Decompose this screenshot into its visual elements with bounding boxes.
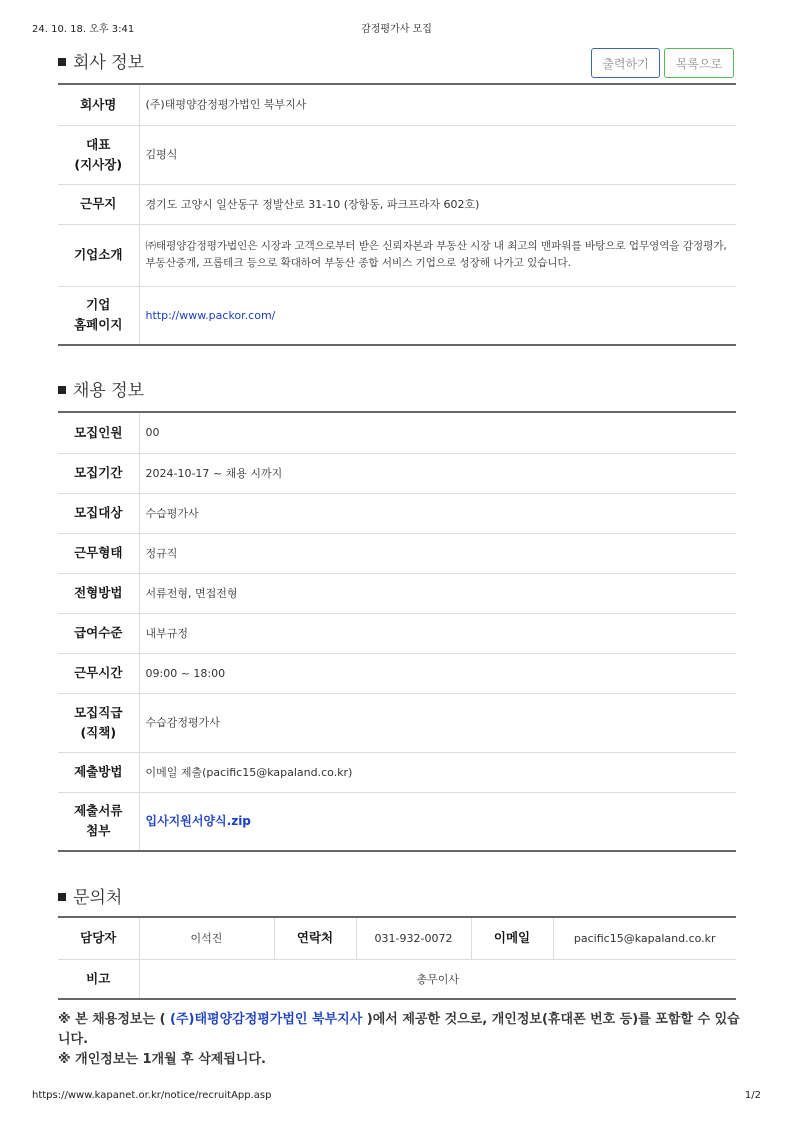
manager-value: 이석진: [139, 917, 274, 959]
print-page-title: 감정평가사 모집: [361, 24, 432, 35]
recruit-info-table: [58, 411, 736, 852]
workplace-label: 근무지: [58, 184, 139, 224]
recruit-section-title: [58, 376, 144, 401]
print-url: https://www.kapanet.or.kr/notice/recruitApp.asp: [32, 1090, 272, 1101]
submission-method-value: 이메일 제출(pacific15@kapaland.co.kr): [139, 752, 736, 792]
table-row: [58, 792, 736, 851]
company-name-value: (주)태평양감정평가법인 북부지사: [139, 84, 736, 125]
privacy-notice: [58, 1010, 748, 1070]
contact-section-title-text: 문의처: [73, 888, 123, 908]
back-to-list-button[interactable]: 목록으로: [664, 48, 734, 78]
company-section-title: [58, 48, 144, 73]
notice-company-name: (주)태평양감정평가법인 북부지사: [170, 1012, 363, 1027]
screening-value: 서류전형, 면접전형: [139, 573, 736, 613]
position-value: 수습감정평가사: [139, 693, 736, 752]
workplace-value: 경기도 고양시 일산동구 정발산로 31-10 (장항동, 파크프라자 602호): [139, 184, 736, 224]
square-bullet-icon: [58, 893, 66, 901]
table-row: [58, 412, 736, 453]
submission-method-label: 제출방법: [58, 752, 139, 792]
period-label: 모집기간: [58, 453, 139, 493]
table-row: [58, 752, 736, 792]
position-label: 모집직급 (직책): [58, 693, 139, 752]
email-value: pacific15@kapaland.co.kr: [553, 917, 736, 959]
homepage-link[interactable]: http://www.packor.com/: [145, 308, 276, 322]
salary-label: 급여수준: [58, 613, 139, 653]
recruit-section-title-text: 채용 정보: [73, 381, 145, 401]
print-button[interactable]: 출력하기: [591, 48, 660, 78]
table-row: [58, 653, 736, 693]
table-row: [58, 184, 736, 224]
contact-table: [58, 916, 736, 1000]
homepage-label: 기업 홈페이지: [58, 286, 139, 345]
note-value: 총무이사: [416, 972, 459, 986]
table-row: [58, 693, 736, 752]
employment-type-label: 근무형태: [58, 533, 139, 573]
privacy-notice-line1: [58, 1010, 748, 1050]
phone-label: 연락처: [274, 917, 356, 959]
table-row: [58, 613, 736, 653]
page-number: 1/2: [744, 1090, 761, 1101]
table-row: [58, 959, 736, 999]
contact-section-title: [58, 883, 122, 908]
note-label: 비고: [58, 959, 139, 999]
period-value: 2024-10-17 ~ 채용 시까지: [139, 453, 736, 493]
table-row: [58, 493, 736, 533]
target-value: 수습평가사: [139, 493, 736, 533]
work-hours-value: 09:00 ~ 18:00: [139, 653, 736, 693]
square-bullet-icon: [58, 386, 66, 394]
company-info-table: [58, 83, 736, 346]
ceo-value: 김평식: [139, 125, 736, 184]
headcount-value: 00: [139, 412, 736, 453]
homepage-cell: [139, 286, 736, 345]
screening-label: 전형방법: [58, 573, 139, 613]
attachment-file-link[interactable]: 입사지원서양식.zip: [145, 813, 251, 828]
attachment-cell: [139, 792, 736, 851]
table-row: [58, 286, 736, 345]
headcount-label: 모집인원: [58, 412, 139, 453]
square-bullet-icon: [58, 58, 66, 66]
notice-suffix: )에서 제공한 것으로, 개인정보(휴대폰 번호 등)를 포함할 수 있습니다.: [58, 1012, 740, 1047]
email-label: 이메일: [471, 917, 553, 959]
print-datetime: 24. 10. 18. 오후 3:41: [32, 24, 135, 35]
phone-value: 031-932-0072: [356, 917, 471, 959]
table-row: [58, 917, 736, 959]
employment-type-value: 정규직: [139, 533, 736, 573]
company-intro-value: ㈜태평양감정평가법인은 시장과 고객으로부터 받은 신뢰자본과 부동산 시장 내 최고의 맨파워를 바탕으로 업무영역을 감정평가, 부동산중개, 프롭테크 등으로 확대하여 부동산 종합 서비스 기업으로 성장해 나가고 있습니다.: [139, 224, 736, 286]
table-row: [58, 573, 736, 613]
target-label: 모집대상: [58, 493, 139, 533]
table-row: [58, 84, 736, 125]
company-name-label: 회사명: [58, 84, 139, 125]
table-row: [58, 533, 736, 573]
ceo-label: 대표 (지사장): [58, 125, 139, 184]
work-hours-label: 근무시간: [58, 653, 139, 693]
salary-value: 내부규정: [139, 613, 736, 653]
attachment-label: 제출서류 첨부: [58, 792, 139, 851]
table-row: [58, 224, 736, 286]
table-row: [58, 125, 736, 184]
manager-label: 담당자: [58, 917, 139, 959]
company-section-title-text: 회사 정보: [73, 53, 145, 73]
print-footer: [32, 1090, 761, 1104]
print-header: [32, 20, 761, 36]
notice-prefix: ※ 본 채용정보는 (: [58, 1012, 171, 1027]
table-row: [58, 453, 736, 493]
privacy-notice-line2: ※ 개인정보는 1개월 후 삭제됩니다.: [58, 1052, 266, 1067]
company-intro-label: 기업소개: [58, 224, 139, 286]
